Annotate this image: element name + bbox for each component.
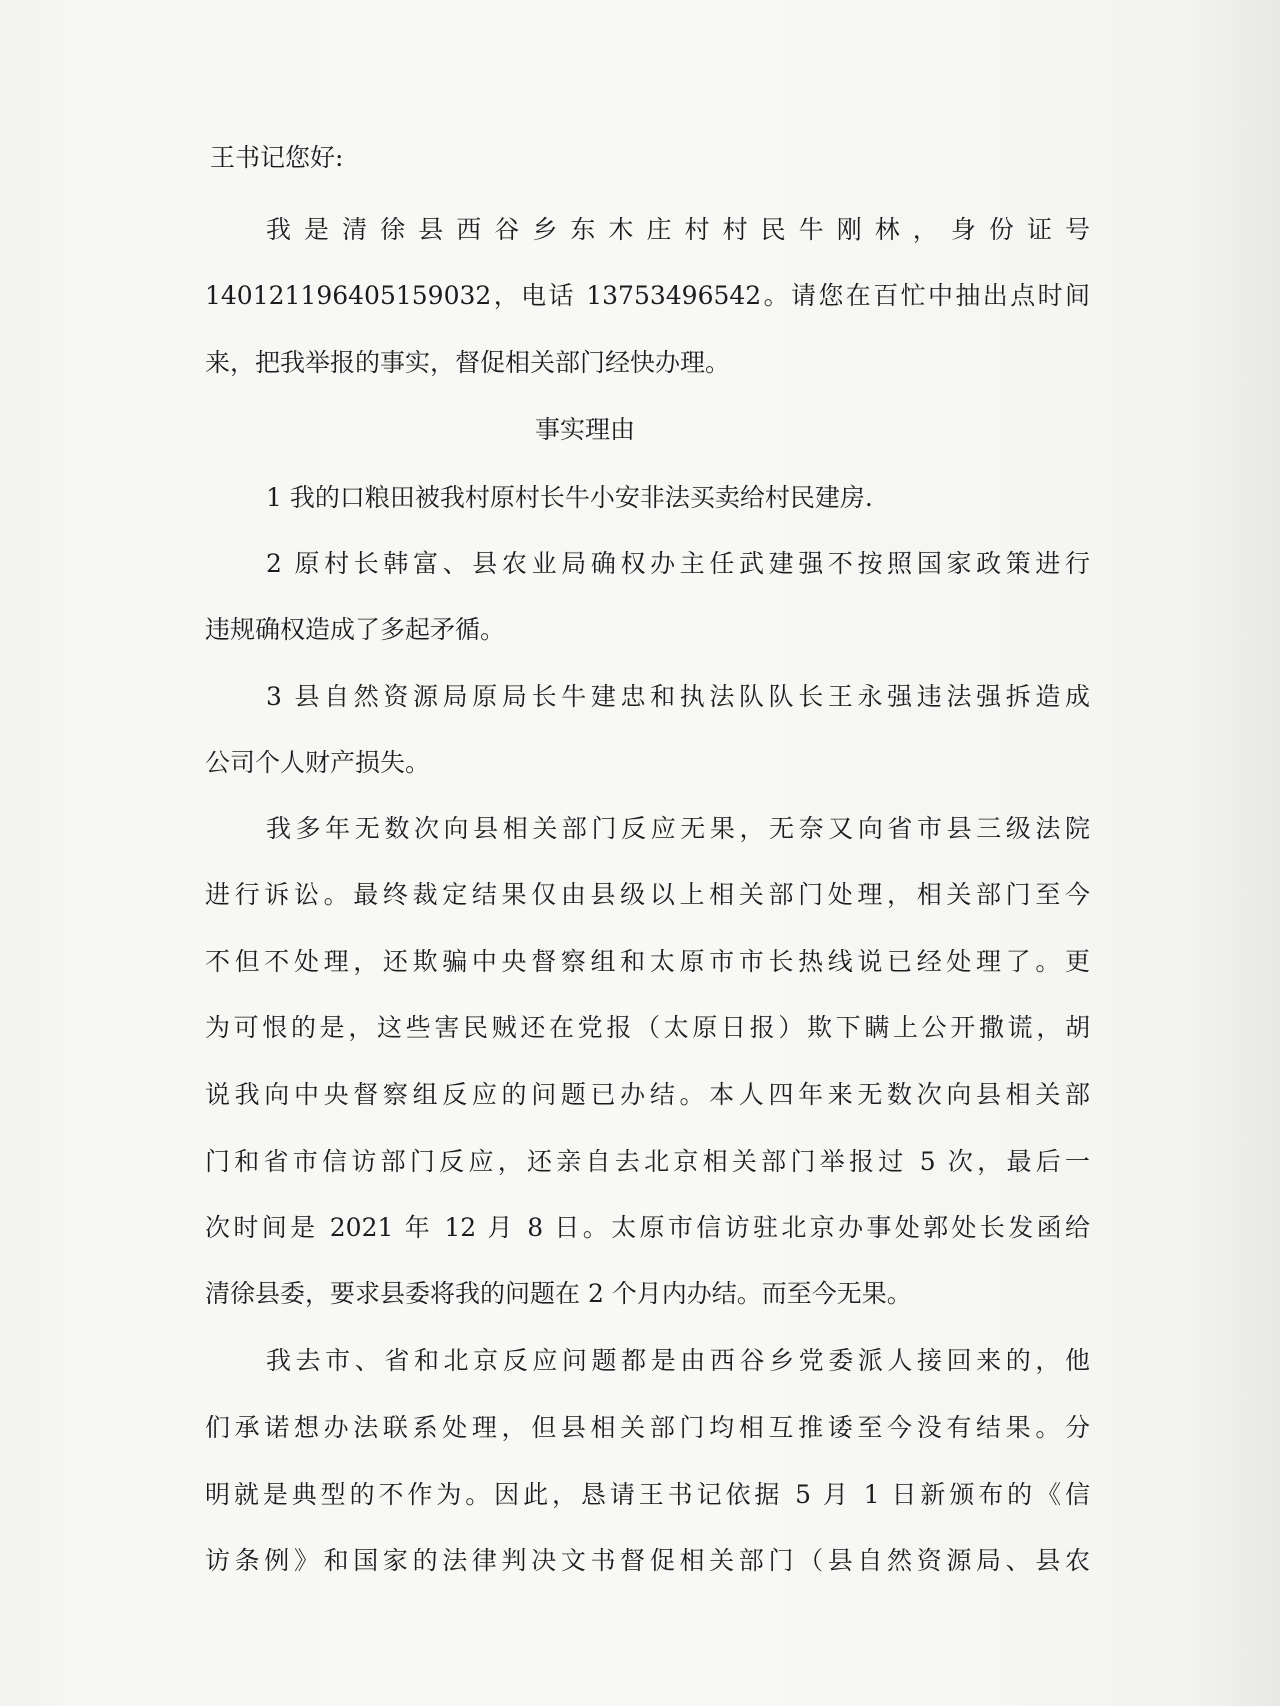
letter-line: 来，把我举报的事实，督促相关部门经快办理。	[205, 348, 731, 377]
letter-line: 我是清徐县西谷乡东木庄村村民牛刚林，身份证号	[266, 215, 1090, 244]
letter-line: 访条例》和国家的法律判决文书督促相关部门（县自然资源局、县农	[205, 1546, 1090, 1575]
letter-line: 门和省市信访部门反应，还亲自去北京相关部门举报过 5 次，最后一	[205, 1147, 1090, 1176]
letter-line: 140121196405159032，电话 13753496542。请您在百忙中抽出点时间	[205, 281, 1090, 310]
letter-line: 进行诉讼。最终裁定结果仅由县级以上相关部门处理，相关部门至今	[205, 880, 1090, 909]
letter-line: 公司个人财产损失。	[205, 748, 431, 777]
letter-line: 说我向中央督察组反应的问题已办结。本人四年来无数次向县相关部	[205, 1080, 1090, 1109]
section-title: 事实理由	[535, 415, 636, 444]
letter-line: 为可恨的是，这些害民贼还在党报（太原日报）欺下瞒上公开撒谎，胡	[205, 1013, 1090, 1042]
letter-line: 我去市、省和北京反应问题都是由西谷乡党委派人接回来的，他	[266, 1346, 1090, 1375]
letter-line: 明就是典型的不作为。因此，恳请王书记依据 5 月 1 日新颁布的《信	[205, 1480, 1090, 1509]
greeting: 王书记您好:	[210, 143, 344, 172]
letter-line: 们承诺想办法联系处理，但县相关部门均相互推诿至今没有结果。分	[205, 1413, 1090, 1442]
letter-line: 违规确权造成了多起矛循。	[205, 615, 506, 644]
letter-line: 不但不处理，还欺骗中央督察组和太原市市长热线说已经处理了。更	[205, 947, 1090, 976]
letter-line: 清徐县委，要求县委将我的问题在 2 个月内办结。而至今无果。	[205, 1279, 912, 1308]
letter-line: 2 原村长韩富、县农业局确权办主任武建强不按照国家政策进行	[266, 549, 1090, 578]
letter-line: 1 我的口粮田被我村原村长牛小安非法买卖给村民建房.	[266, 483, 873, 512]
letter-line: 3 县自然资源局原局长牛建忠和执法队队长王永强违法强拆造成	[266, 682, 1090, 711]
letter-line: 我多年无数次向县相关部门反应无果，无奈又向省市县三级法院	[266, 814, 1090, 843]
letter-line: 次时间是 2021 年 12 月 8 日。太原市信访驻北京办事处郭处长发函给	[205, 1213, 1090, 1242]
